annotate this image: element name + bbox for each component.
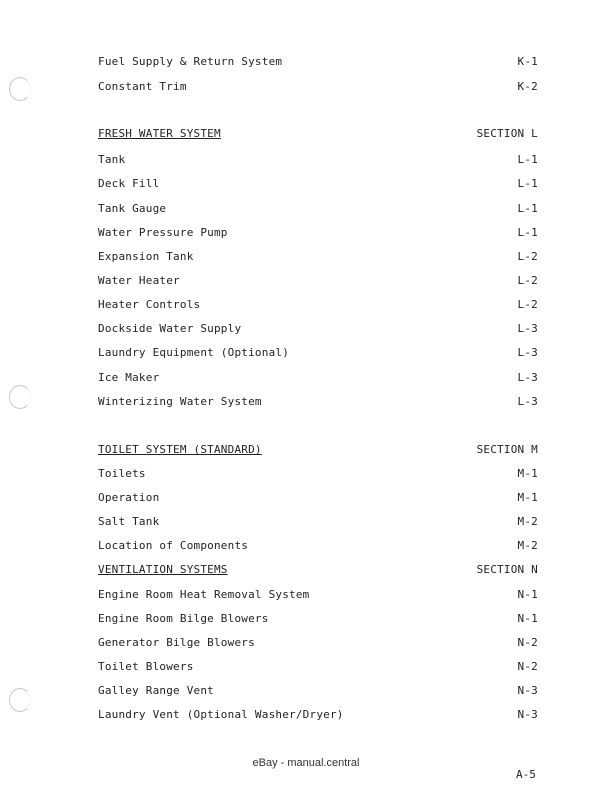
toc-entry-title: Engine Room Bilge Blowers (98, 612, 269, 625)
toc-entry-page: N-1 (517, 612, 538, 625)
toc-entry-title: Winterizing Water System (98, 395, 262, 408)
page-number: A-5 (516, 768, 536, 781)
toc-entry-page: L-1 (517, 153, 538, 166)
section-heading-label: SECTION L (476, 127, 538, 140)
toc-entry (98, 153, 538, 171)
toc-entry-title: Water Pressure Pump (98, 226, 228, 239)
toc-entry (98, 274, 538, 292)
toc-entry (98, 636, 538, 654)
toc-entry-page: L-2 (517, 298, 538, 311)
toc-entry-page: N-1 (517, 588, 538, 601)
toc-entry-title: Fuel Supply & Return System (98, 55, 283, 68)
toc-entry-page: L-3 (517, 322, 538, 335)
toc-entry-title: Water Heater (98, 274, 180, 287)
section-heading-title: FRESH WATER SYSTEM (98, 127, 221, 140)
toc-entry-title: Engine Room Heat Removal System (98, 588, 310, 601)
binder-hole (9, 688, 31, 712)
toc-entry-page: M-2 (517, 539, 538, 552)
toc-entry-page: L-2 (517, 274, 538, 287)
section-heading-label: SECTION M (476, 443, 538, 456)
toc-entry-page: K-1 (517, 55, 538, 68)
toc-entry-page: N-3 (517, 708, 538, 721)
toc-entry-title: Location of Components (98, 539, 249, 552)
toc-entry-title: Heater Controls (98, 298, 201, 311)
toc-entry-page: M-2 (517, 515, 538, 528)
toc-entry (98, 491, 538, 509)
section-heading (98, 443, 538, 461)
toc-entry (98, 684, 538, 702)
toc-entry-title: Laundry Equipment (Optional) (98, 346, 290, 359)
toc-entry (98, 371, 538, 389)
toc-entry (98, 467, 538, 485)
toc-entry-title: Operation (98, 491, 160, 504)
toc-entry (98, 298, 538, 316)
toc-entry-page: L-3 (517, 371, 538, 384)
toc-entry (98, 177, 538, 195)
toc-entry-title: Salt Tank (98, 515, 160, 528)
toc-entry (98, 395, 538, 413)
toc-entry (98, 515, 538, 533)
toc-entry-title: Ice Maker (98, 371, 160, 384)
toc-entry (98, 226, 538, 244)
toc-entry (98, 660, 538, 678)
toc-entry-title: Galley Range Vent (98, 684, 214, 697)
toc-entry (98, 539, 538, 557)
toc-entry-page: L-1 (517, 226, 538, 239)
toc-entry-page: L-3 (517, 346, 538, 359)
toc-entry-title: Expansion Tank (98, 250, 194, 263)
toc-entry-title: Toilets (98, 467, 146, 480)
toc-entry-title: Tank (98, 153, 126, 166)
toc-entry-page: M-1 (517, 467, 538, 480)
toc-entry (98, 588, 538, 606)
toc-entry-title: Tank Gauge (98, 202, 167, 215)
toc-entry-page: N-3 (517, 684, 538, 697)
toc-entry (98, 346, 538, 364)
watermark-text: eBay - manual.central (252, 757, 360, 769)
toc-entry-title: Deck Fill (98, 177, 160, 190)
toc-entry-page: L-1 (517, 202, 538, 215)
toc-entry-page: L-2 (517, 250, 538, 263)
binder-hole (9, 77, 31, 101)
toc-entry-page: L-3 (517, 395, 538, 408)
toc-entry-page: N-2 (517, 660, 538, 673)
toc-entry (98, 708, 538, 726)
toc-entry (98, 202, 538, 220)
toc-entry-title: Constant Trim (98, 80, 187, 93)
toc-entry-page: N-2 (517, 636, 538, 649)
binder-hole (9, 385, 31, 409)
toc-entry-title: Laundry Vent (Optional Washer/Dryer) (98, 708, 344, 721)
toc-entry (98, 612, 538, 630)
section-heading-label: SECTION N (476, 563, 538, 576)
section-heading (98, 563, 538, 581)
toc-entry-title: Generator Bilge Blowers (98, 636, 255, 649)
toc-entry-page: K-2 (517, 80, 538, 93)
toc-entry (98, 80, 538, 98)
toc-entry-title: Dockside Water Supply (98, 322, 242, 335)
toc-entry (98, 322, 538, 340)
section-heading (98, 127, 538, 145)
toc-entry-page: L-1 (517, 177, 538, 190)
section-heading-title: TOILET SYSTEM (STANDARD) (98, 443, 262, 456)
section-heading-title: VENTILATION SYSTEMS (98, 563, 228, 576)
toc-entry-title: Toilet Blowers (98, 660, 194, 673)
toc-entry (98, 250, 538, 268)
toc-entry (98, 55, 538, 73)
toc-entry-page: M-1 (517, 491, 538, 504)
